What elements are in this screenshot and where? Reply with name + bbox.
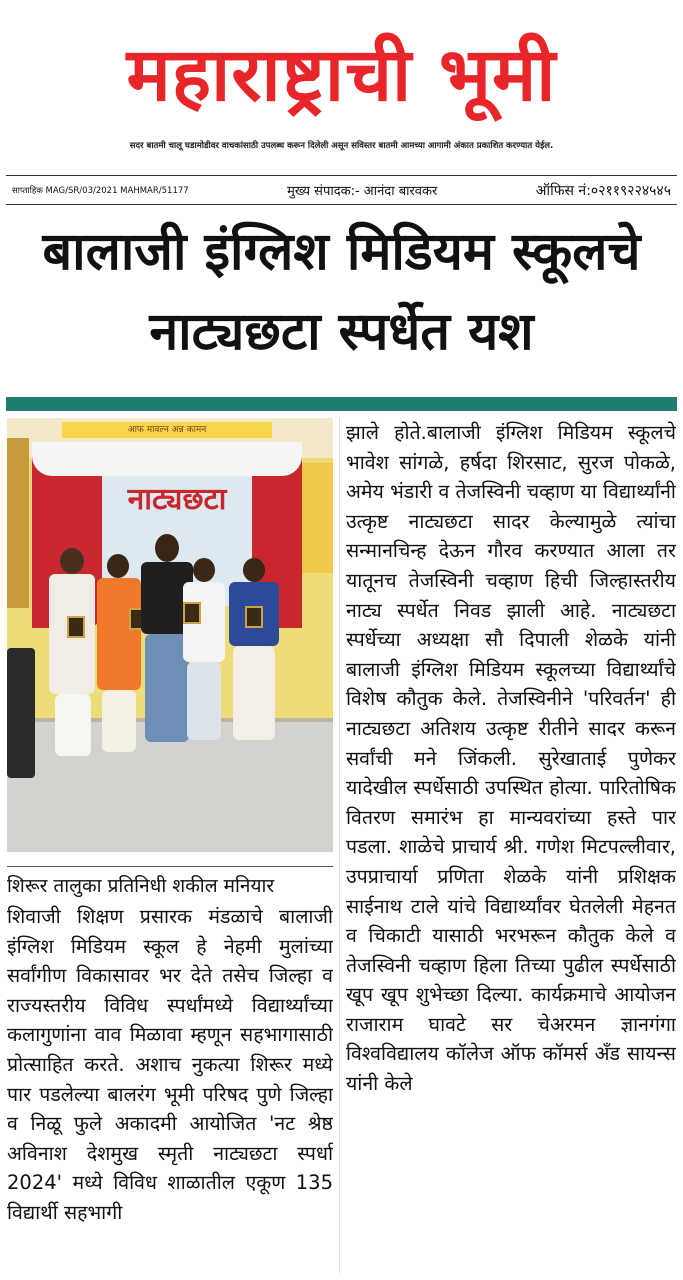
photo-adult-head xyxy=(155,534,179,562)
article-body-right: झाले होते.बालाजी इंग्लिश मिडियम स्कूलचे भावेश सांगळे, हर्षदा शिरसाट, सुरज पोकळे, अमेय भंडारी व तेजस्विनी चव्हाण या विद्यार्थ्यांनी उत्कृष्ट नाट्यछटा सादर केल्यामुळे त्यांचा सन्मानचिन्ह देऊन गौरव करण्यात आला तर यातूनच तेजस्विनी चव्हाण हिची जिल्हास्तरीय नाट्य स्पर्धेत निवड झाली आहे. नाट्यछटा स्पर्धेच्या अध्यक्षा सौ दिपाली शेळके यांनी बालाजी इंग्लिश मिडियम स्कूलच्या विद्यार्थ्यांचे विशेष कौतुक केले. तेजस्विनीने 'परिवर्तन' ही नाट्यछटा अतिशय उत्कृष्ट रीतीने सादर करून सर्वांची मने जिंकली. सुरेखाताई पुणेकर यादेखील स्पर्धेसाठी उपस्थित होत्या. पारितोषिक वितरण समारंभ हा मान्यवरांच्या हस्ते पार पडला. शाळेचे प्राचार्य श्री. गणेश मिटपल्लीवार, उपप्राचार्या प्रणिता शेळके यांनी प्रशिक्षक साईनाथ टाले यांचे विद्यार्थ्यांवर घेतलेली मेहनत व चिकाटी यासाठी भरभरून कौतुक केले व तेजस्विनी चव्हाण हिला तिच्या पुढील स्पर्धेसाठी खूप खूप शुभेच्छा दिल्या. कार्यक्रमाचे आयोजन राजाराम घावटे सर चेअरमन ज्ञानगंगा विश्वविद्यालय कॉलेज ऑफ कॉमर्स अँड सायन्स यांनी केले xyxy=(346,421,676,1096)
photo-person-4-legs xyxy=(233,646,275,740)
chief-editor: मुख्य संपादक:- आनंदा बारवकर xyxy=(287,184,438,199)
photo-banner-strip: आफ मावल्न अन्न कामन xyxy=(62,422,272,438)
photo-person-3-legs xyxy=(187,662,221,740)
headline xyxy=(6,212,677,392)
photo-trophy-1 xyxy=(67,616,85,638)
article-photo xyxy=(7,418,333,852)
byline: शिरूर तालुका प्रतिनिधी शकील मनियार xyxy=(7,866,333,899)
newspaper-title: महाराष्ट्राची भूमी xyxy=(126,32,557,118)
headline-line-2: नाट्यछटा स्पर्धेत यश xyxy=(149,302,534,362)
photo-person-2-legs xyxy=(102,690,136,752)
photo-person-1-head xyxy=(60,548,84,574)
masthead-tagline: सदर बातमी चालू घडामोडीवर वाचकांसाठी उपलब्ध करून दिलेली असून सविस्तर बातमी आमच्या आगामी अंकात प्रकाशित करण्यात येईल. xyxy=(129,141,554,151)
masthead xyxy=(0,0,683,130)
info-bar xyxy=(6,175,677,205)
photo-person-1-legs xyxy=(55,694,91,756)
section-divider-bar xyxy=(6,397,677,411)
photo-trophy-4 xyxy=(245,606,263,628)
photo-board-title: नाट्यछटा xyxy=(127,482,227,517)
headline-line-1: बालाजी इंग्लिश मिडियम स्कूलचे xyxy=(42,222,641,282)
photo-chair xyxy=(7,648,35,778)
photo-person-2 xyxy=(97,578,141,690)
photo-person-2-head xyxy=(107,554,129,578)
photo-side-poster-left xyxy=(7,438,29,608)
registration-number: साप्ताहिक MAG/SR/03/2021 MAHMAR/51177 xyxy=(12,185,189,196)
photo-person-4-head xyxy=(243,558,265,582)
photo-trophy-3 xyxy=(183,602,201,624)
column-divider xyxy=(339,418,340,1273)
photo-curtain-valance xyxy=(32,442,302,476)
article-body-left: शिवाजी शिक्षण प्रसारक मंडळाचे बालाजी इंग्लिश मिडियम स्कूल हे नेहमी मुलांच्या सर्वांगीण विकासावर भर देते तसेच जिल्हा व राज्यस्तरीय विविध स्पर्धांमध्ये विद्यार्थ्यांच्या कलागुणांना वाव मिळावा म्हणून सहभागासाठी प्रोत्साहित करते. अशाच नुकत्या शिरूर मध्ये पार पडलेल्या बालरंग भूमी परिषद पुणे जिल्हा व निळू फुले अकादमी आयोजित 'नट श्रेष्ठ अविनाश देशमुख स्मृती नाट्यछटा स्पर्धा 2024' मध्ये विविध शाळातील एकूण 135 विद्यार्थी सहभागी xyxy=(7,905,333,1224)
office-phone: ऑफिस नं:०२११९२२४५४५ xyxy=(535,182,671,199)
photo-person-3-head xyxy=(193,558,215,582)
